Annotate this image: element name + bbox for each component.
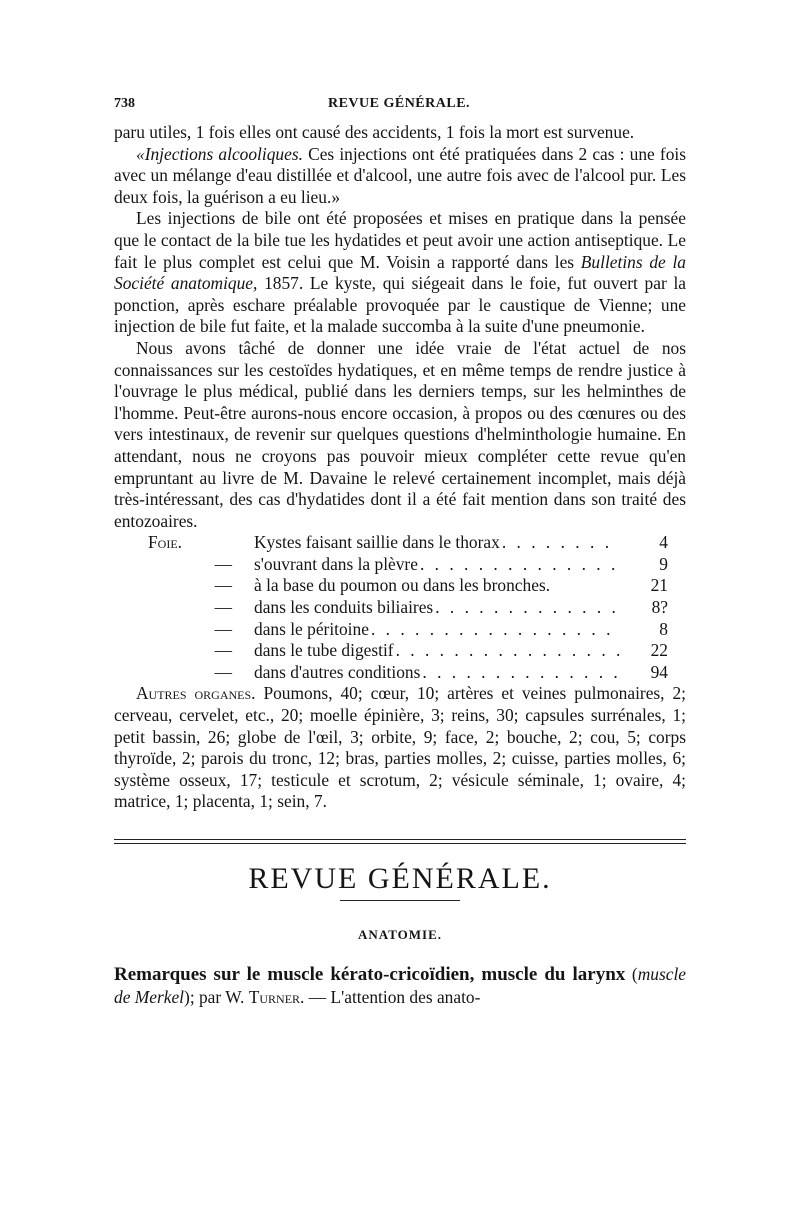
running-header bbox=[114, 96, 686, 122]
leader-dots bbox=[418, 554, 620, 576]
stat-count: 22 bbox=[650, 640, 668, 661]
paragraph: paru utiles, 1 fois elles ont causé des accidents, 1 fois la mort est survenue. bbox=[114, 122, 635, 142]
foie-statistics bbox=[114, 532, 686, 683]
leader-dots bbox=[500, 532, 620, 554]
stat-count: 8? bbox=[651, 597, 668, 618]
stat-text: dans d'autres conditions bbox=[254, 661, 421, 682]
double-rule bbox=[114, 839, 686, 844]
stat-count: 4 bbox=[659, 532, 668, 553]
paragraph-text: , 1857. Le kyste, qui siégeait dans le foie, fut ouvert par la ponction, après eschare préalable provoquée par le caustique de Vienne; une injection de bile fut faite, et la malade succomba à la suite d'une pneumonie. bbox=[114, 273, 686, 337]
paragraph-lead: «Injections alcooliques. bbox=[136, 143, 303, 164]
stat-text: dans les conduits biliaires bbox=[254, 597, 434, 618]
leader-dots bbox=[394, 640, 620, 662]
stat-count: 21 bbox=[650, 575, 668, 596]
section-title: REVUE GÉNÉRALE. bbox=[248, 862, 552, 895]
article-byline: ; par W. bbox=[189, 987, 249, 1007]
stat-text: s'ouvrant dans la plèvre bbox=[254, 553, 418, 574]
stat-text: à la base du poumon ou dans les bronches. bbox=[254, 575, 551, 596]
stat-row bbox=[114, 532, 686, 554]
stat-row bbox=[114, 575, 686, 597]
section-title-rule bbox=[340, 900, 460, 901]
article-lead: . — L'attention des anato- bbox=[300, 987, 481, 1007]
stat-row bbox=[114, 554, 686, 576]
running-title: REVUE GÉNÉRALE. bbox=[327, 96, 471, 111]
leader-dots bbox=[369, 619, 620, 641]
paragraph-text: Poumons, 40; cœur, 10; artères et veines pulmonaires, 2; cerveau, cervelet, etc., 20; moelle épinière, 3; reins, 30; capsules surrénales, 1; petit bassin, 26; globe de l'œil, 3; orbite, 9; face, 2; bouche, 2; cou, 5; corps thyroïde, 2; parois du tronc, 12; bras, parties molles, 2; cuisse, parties molles, 6; système osseux, 17; testicule et scrotum, 2; vésicule séminale, 1; ovaire, 4; matrice, 1; placenta, 1; sein, 7. bbox=[114, 683, 686, 812]
paragraph-text: Les injections de bile ont été proposées et mises en pratique dans la pensée que le contact de la bile tue les hydatides et peut avoir une action antiseptique. Le fait le plus complet est celui que M. Voisin a rapporté dans les bbox=[114, 208, 686, 272]
body-text bbox=[114, 122, 686, 813]
ditto-dash: — bbox=[214, 575, 232, 596]
stat-count: 8 bbox=[659, 618, 668, 639]
article-author: Turner bbox=[248, 987, 301, 1007]
rule-thick bbox=[114, 839, 686, 840]
article-intro: Remarques sur le muscle kérato-cricoïdien, muscle du larynx (muscle de Merkel); par W. Turner. — L'attention des anato- bbox=[114, 964, 686, 1007]
stat-text: dans le péritoine bbox=[254, 618, 369, 639]
stat-row bbox=[114, 662, 686, 684]
stat-row bbox=[114, 597, 686, 619]
autres-organes-label: Autres organes. bbox=[136, 683, 256, 704]
stat-row bbox=[114, 640, 686, 662]
autres-organes-paragraph bbox=[114, 683, 686, 813]
stat-text: dans le tube digestif bbox=[254, 640, 394, 661]
stat-organ-label: Foie. bbox=[148, 532, 183, 553]
paragraph bbox=[114, 208, 686, 338]
page-number: 738 bbox=[114, 96, 135, 111]
paragraph: Nous avons tâché de donner une idée vraie de l'état actuel de nos connaissances sur les cestoïdes hydatiques, et en même temps de rendre justice à l'ouvrage le plus médical, publié dans les derniers temps, sur les helminthes de l'homme. Peut-être aurons-nous encore occasion, à propos ou des cœnures ou des vers intestinaux, de revenir sur quelques questions d'helminthologie humaine. En attendant, nous ne croyons pas pouvoir mieux compléter cette revue qu'en empruntant au livre de M. Davaine le relevé certainement incomplet, mais déjà très-intéressant, des cas d'hydatides dont il a été fait mention dans son traité des entozoaires. bbox=[114, 337, 686, 531]
journal-title: Bulletins de la Société anatomique bbox=[114, 251, 687, 294]
section-subheading: ANATOMIE. bbox=[358, 927, 442, 942]
article-title: Remarques sur le muscle kérato-cricoïdien, muscle du larynx bbox=[114, 964, 626, 985]
paragraph-text: Ces injections ont été pratiquées dans 2 cas : une fois avec un mélange d'eau distillée et d'alcool, une autre fois avec de l'alcool pur. Les deux fois, la guérison a eu lieu.» bbox=[114, 143, 686, 207]
ditto-dash: — bbox=[214, 553, 232, 574]
paragraph bbox=[114, 144, 686, 209]
ditto-dash: — bbox=[214, 618, 232, 639]
stat-count: 9 bbox=[659, 553, 668, 574]
stat-text: Kystes faisant saillie dans le thorax bbox=[254, 532, 500, 553]
ditto-dash: — bbox=[214, 661, 232, 682]
article-subtitle: muscle de Merkel bbox=[114, 964, 686, 1007]
leader-dots bbox=[420, 662, 620, 684]
stat-row bbox=[114, 619, 686, 641]
ditto-dash: — bbox=[214, 640, 232, 661]
stat-count: 94 bbox=[650, 661, 668, 682]
page bbox=[114, 96, 686, 1026]
rule-thin bbox=[114, 843, 686, 844]
ditto-dash: — bbox=[214, 597, 232, 618]
leader-dots bbox=[433, 597, 620, 619]
